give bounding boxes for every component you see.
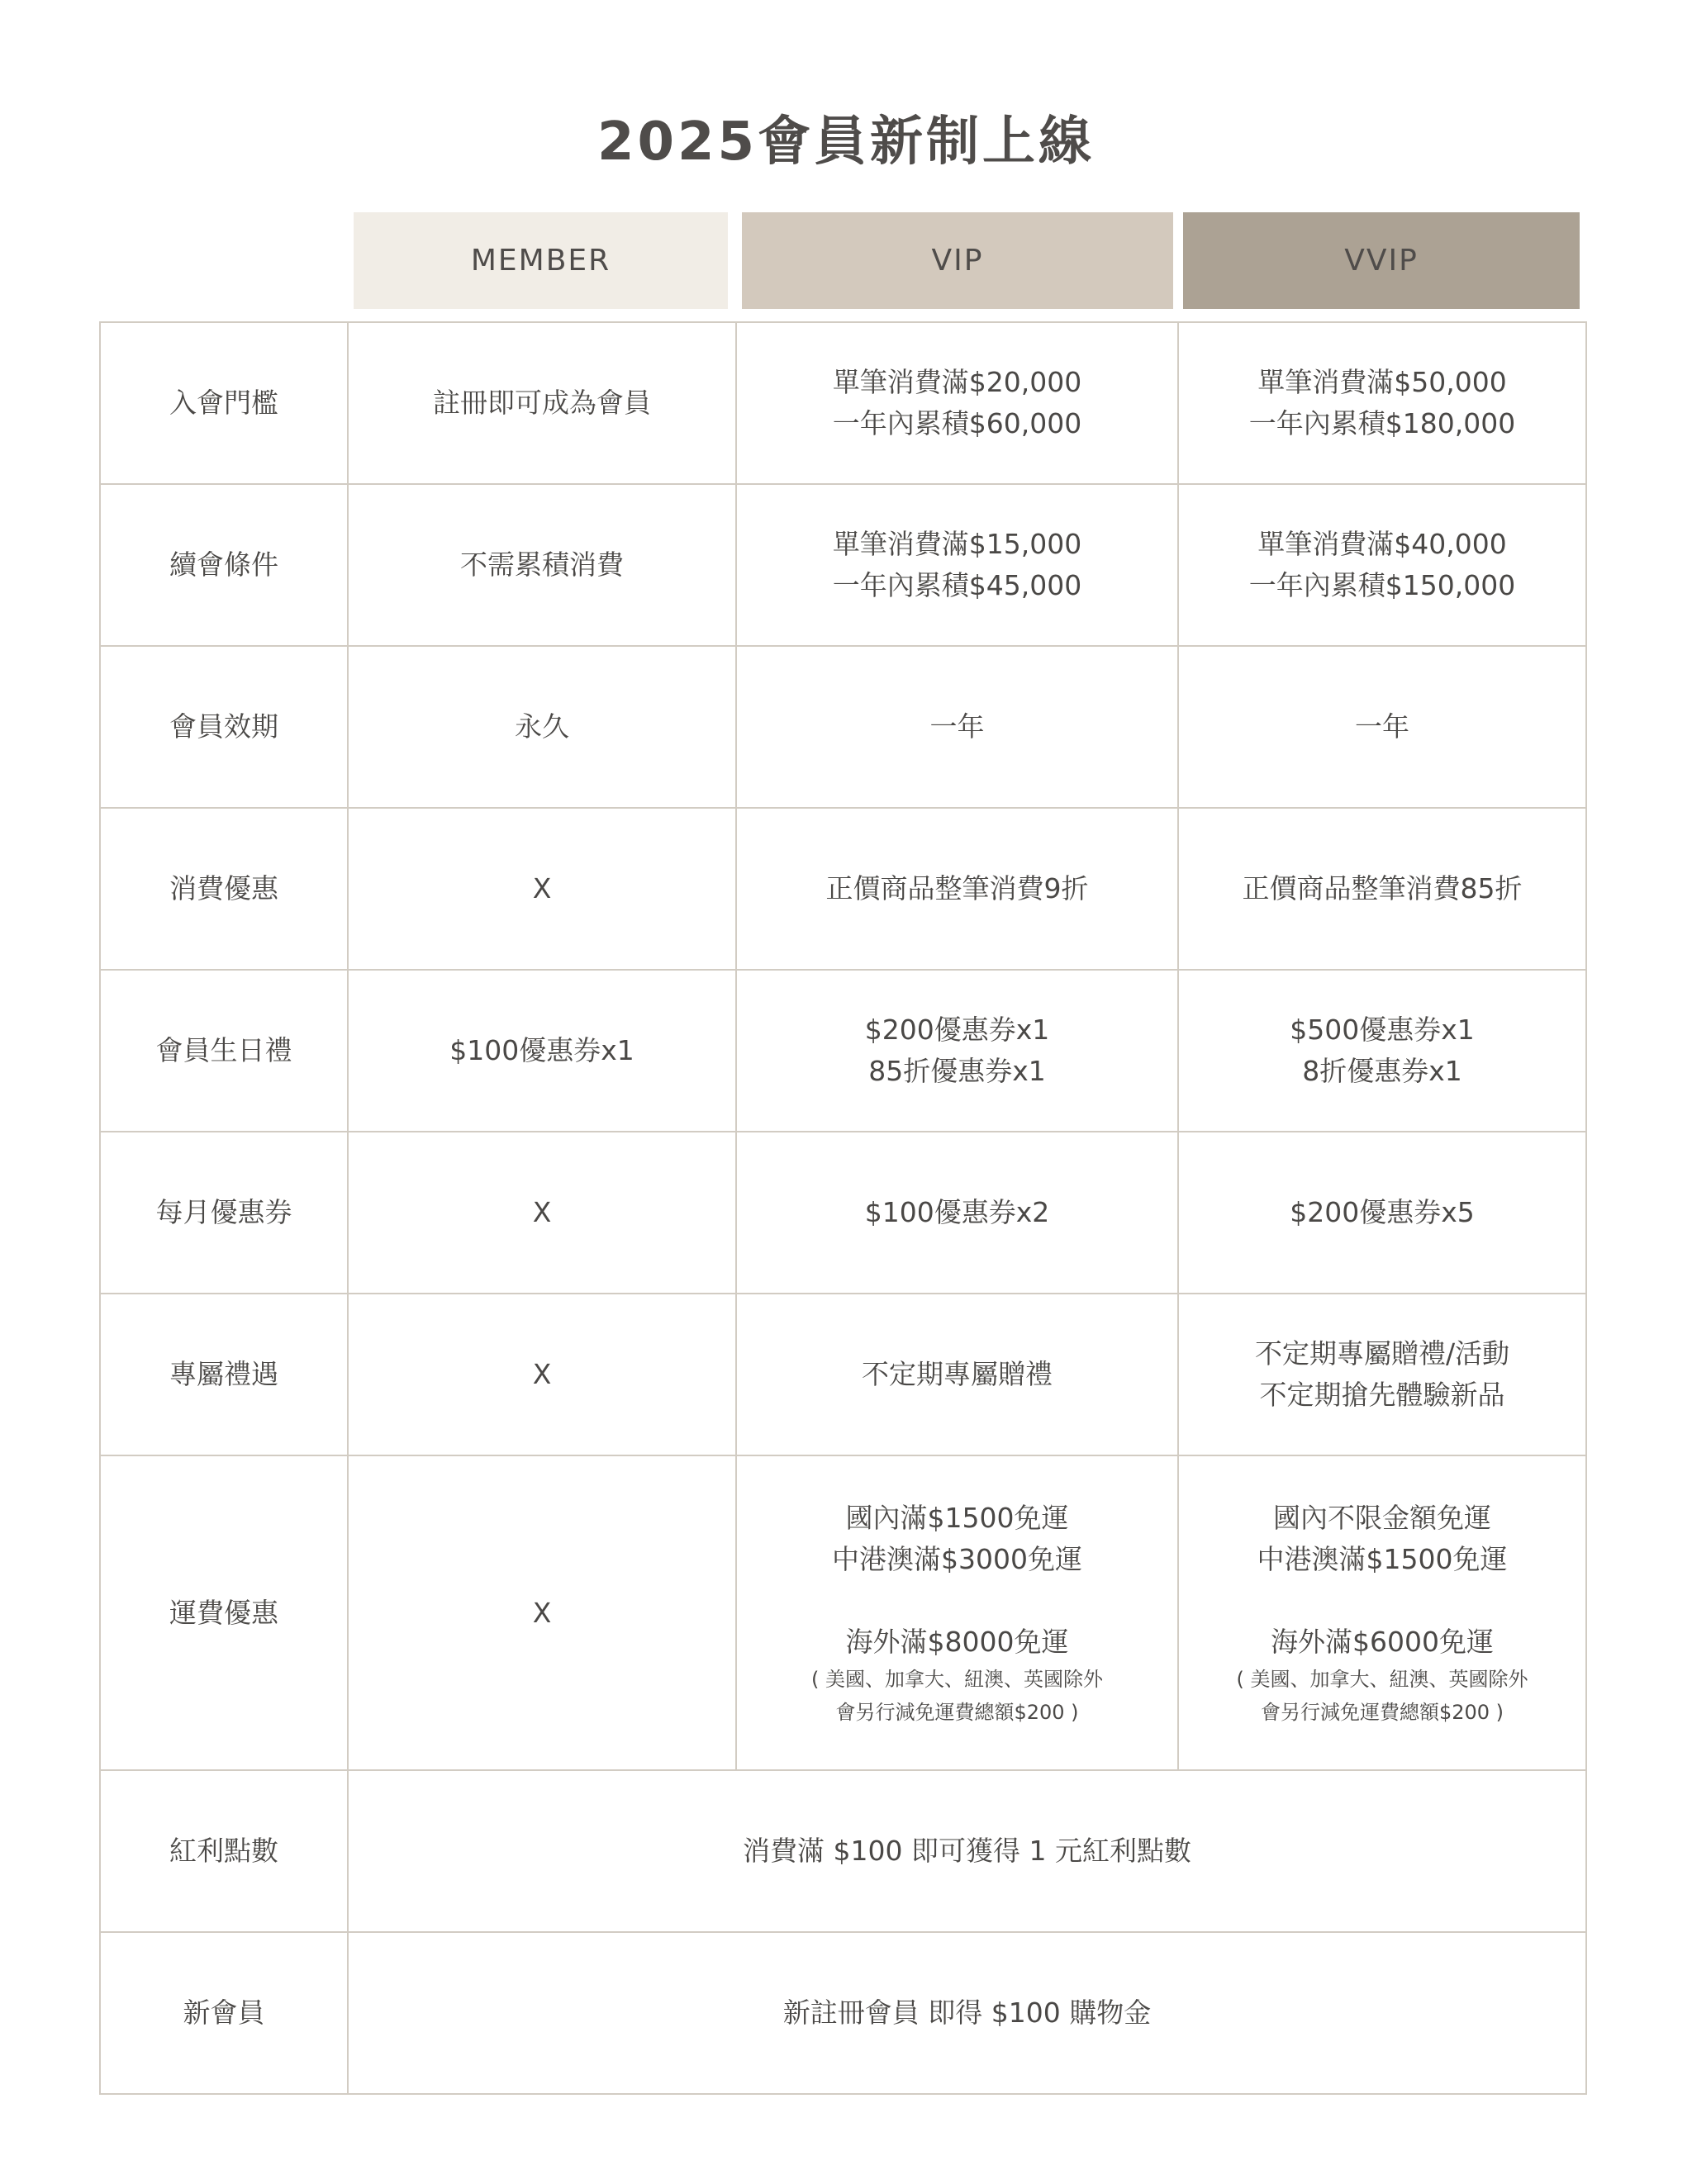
cell-note: 會另行減免運費總額$200 ) xyxy=(835,1700,1079,1724)
row-label: 紅利點數 xyxy=(100,1770,348,1932)
cell-line: 海外滿$8000免運 xyxy=(845,1625,1069,1658)
vip-cell xyxy=(736,322,1178,484)
vip-cell xyxy=(736,970,1178,1132)
cell-spacer xyxy=(1187,1580,1577,1621)
table-row-discount xyxy=(100,808,1586,970)
cell-line: 海外滿$6000免運 xyxy=(1271,1625,1494,1658)
table-row-monthly xyxy=(100,1132,1586,1294)
vvip-cell xyxy=(1178,484,1586,646)
member-cell: 註冊即可成為會員 xyxy=(348,322,736,484)
cell-line: 單筆消費滿$15,000 xyxy=(832,528,1082,560)
tier-header-vip: VIP xyxy=(742,212,1173,309)
points-cell: 消費滿 $100 即可獲得 1 元紅利點數 xyxy=(348,1770,1586,1932)
cell-line: 不定期專屬贈禮/活動 xyxy=(1254,1337,1510,1370)
row-label: 專屬禮遇 xyxy=(100,1294,348,1455)
cell-spacer xyxy=(745,1580,1169,1621)
member-cell: $100優惠券x1 xyxy=(348,970,736,1132)
vvip-cell: $200優惠券x5 xyxy=(1178,1132,1586,1294)
cell-line: 85折優惠券x1 xyxy=(868,1055,1046,1087)
cell-line: 單筆消費滿$50,000 xyxy=(1257,366,1507,398)
table-row-renewal xyxy=(100,484,1586,646)
cell-note: ( 美國、加拿大、紐澳、英國除外 xyxy=(811,1667,1103,1691)
vip-cell xyxy=(736,1455,1178,1770)
vip-cell: 不定期專屬贈禮 xyxy=(736,1294,1178,1455)
cell-line: 中港澳滿$3000免運 xyxy=(832,1542,1082,1575)
table-row-exclusive xyxy=(100,1294,1586,1455)
cell-note: ( 美國、加拿大、紐澳、英國除外 xyxy=(1236,1667,1528,1691)
cell-line: 8折優惠券x1 xyxy=(1302,1055,1462,1087)
member-cell: 不需累積消費 xyxy=(348,484,736,646)
page-title: 2025會員新制上線 xyxy=(596,112,1096,173)
row-label: 運費優惠 xyxy=(100,1455,348,1770)
cell-line: $500優惠券x1 xyxy=(1290,1014,1475,1046)
row-label: 會員效期 xyxy=(100,646,348,808)
member-cell: X xyxy=(348,808,736,970)
table-row-entry xyxy=(100,322,1586,484)
vvip-cell xyxy=(1178,970,1586,1132)
row-label: 每月優惠券 xyxy=(100,1132,348,1294)
member-cell: 永久 xyxy=(348,646,736,808)
member-cell: X xyxy=(348,1294,736,1455)
vvip-cell: 正價商品整筆消費85折 xyxy=(1178,808,1586,970)
table-row-shipping xyxy=(100,1455,1586,1770)
vvip-cell xyxy=(1178,1455,1586,1770)
cell-line: 一年內累積$180,000 xyxy=(1248,407,1516,439)
cell-line: 國內滿$1500免運 xyxy=(845,1501,1069,1534)
tier-header-vvip: VVIP xyxy=(1183,212,1580,309)
table-row-new-member xyxy=(100,1932,1586,2094)
vvip-cell xyxy=(1178,322,1586,484)
cell-line: 單筆消費滿$40,000 xyxy=(1257,528,1507,560)
row-label: 續會條件 xyxy=(100,484,348,646)
table-row-birthday xyxy=(100,970,1586,1132)
cell-note: 會另行減免運費總額$200 ) xyxy=(1260,1700,1504,1724)
cell-line: 單筆消費滿$20,000 xyxy=(832,366,1082,398)
table-row-points xyxy=(100,1770,1586,1932)
cell-line: 國內不限金額免運 xyxy=(1273,1501,1491,1534)
table-row-validity xyxy=(100,646,1586,808)
row-label: 消費優惠 xyxy=(100,808,348,970)
row-label: 入會門檻 xyxy=(100,322,348,484)
row-label: 會員生日禮 xyxy=(100,970,348,1132)
vvip-cell xyxy=(1178,1294,1586,1455)
member-cell: X xyxy=(348,1132,736,1294)
cell-line: 中港澳滿$1500免運 xyxy=(1257,1542,1508,1575)
new-member-cell: 新註冊會員 即得 $100 購物金 xyxy=(348,1932,1586,2094)
tier-header-member: MEMBER xyxy=(354,212,728,309)
vip-cell: 正價商品整筆消費9折 xyxy=(736,808,1178,970)
membership-table xyxy=(99,321,1587,2095)
vip-cell xyxy=(736,484,1178,646)
cell-line: 不定期搶先體驗新品 xyxy=(1259,1379,1505,1411)
cell-line: 一年內累積$45,000 xyxy=(832,569,1082,601)
vvip-cell: 一年 xyxy=(1178,646,1586,808)
cell-line: 一年內累積$60,000 xyxy=(832,407,1082,439)
cell-line: 一年內累積$150,000 xyxy=(1248,569,1516,601)
vip-cell: 一年 xyxy=(736,646,1178,808)
cell-line: $200優惠券x1 xyxy=(864,1014,1050,1046)
row-label: 新會員 xyxy=(100,1932,348,2094)
member-cell: X xyxy=(348,1455,736,1770)
vip-cell: $100優惠券x2 xyxy=(736,1132,1178,1294)
